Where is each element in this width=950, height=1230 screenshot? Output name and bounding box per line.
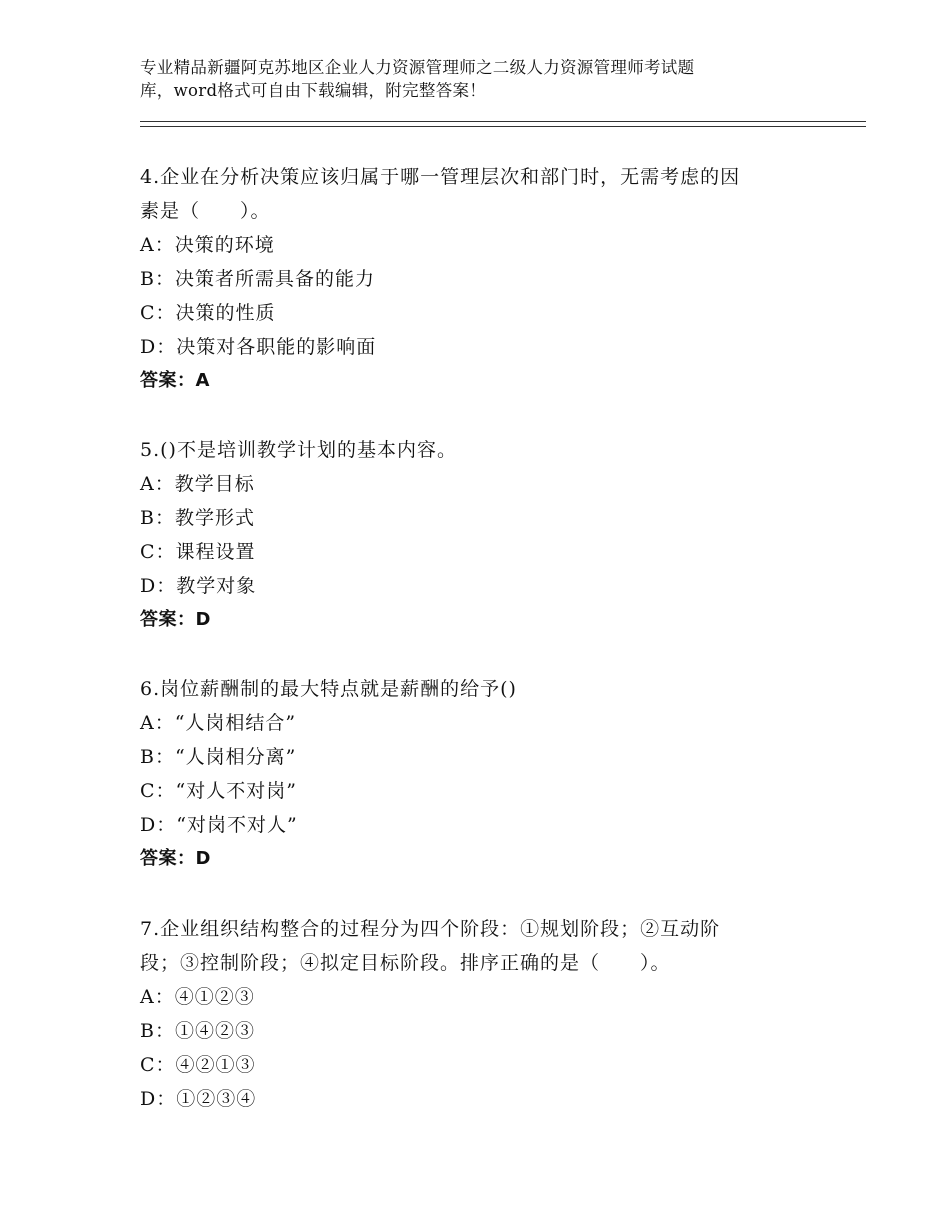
answer-label: 答案：D (140, 609, 211, 630)
header-title-line-1: 专业精品新疆阿克苏地区企业人力资源管理师之二级人力资源管理师考试题 (140, 58, 695, 77)
question-6 (140, 672, 820, 876)
option-b: B：决策者所需具备的能力 (140, 268, 375, 290)
question-5 (140, 433, 820, 637)
question-stem-line-1: 6.岗位薪酬制的最大特点就是薪酬的给予() (140, 678, 517, 700)
option-b: B：教学形式 (140, 507, 255, 529)
option-b: B：①④②③ (140, 1020, 255, 1042)
option-d: D：决策对各职能的影响面 (140, 336, 377, 358)
option-d: D：教学对象 (140, 575, 257, 597)
option-a: A：决策的环境 (140, 234, 275, 256)
header-title-line-2: 库，word格式可自由下载编辑，附完整答案！ (140, 81, 487, 100)
question-stem-line-1: 7.企业组织结构整合的过程分为四个阶段：①规划阶段；②互动阶 (140, 918, 721, 940)
document-header (140, 56, 840, 102)
question-stem-line-1: 4.企业在分析决策应该归属于哪一管理层次和部门时，无需考虑的因 (140, 166, 741, 188)
option-c: C：④②①③ (140, 1054, 256, 1076)
option-c: C：决策的性质 (140, 302, 276, 324)
option-b: B：“人岗相分离” (140, 746, 297, 768)
question-stem-line-2: 素是（ ）。 (140, 200, 271, 222)
option-c: C：“对人不对岗” (140, 780, 297, 802)
option-a: A：教学目标 (140, 473, 255, 495)
header-divider (140, 121, 866, 127)
option-d: D：“对岗不对人” (140, 814, 298, 836)
question-stem-line-1: 5.()不是培训教学计划的基本内容。 (140, 439, 457, 461)
answer-label: 答案：A (140, 370, 210, 391)
option-c: C：课程设置 (140, 541, 256, 563)
question-stem-line-2: 段；③控制阶段；④拟定目标阶段。排序正确的是（ ）。 (140, 952, 671, 974)
option-d: D：①②③④ (140, 1088, 257, 1110)
question-7 (140, 912, 820, 1116)
question-4 (140, 160, 820, 398)
answer-label: 答案：D (140, 848, 211, 869)
option-a: A：④①②③ (140, 986, 255, 1008)
option-a: A：“人岗相结合” (140, 712, 297, 734)
